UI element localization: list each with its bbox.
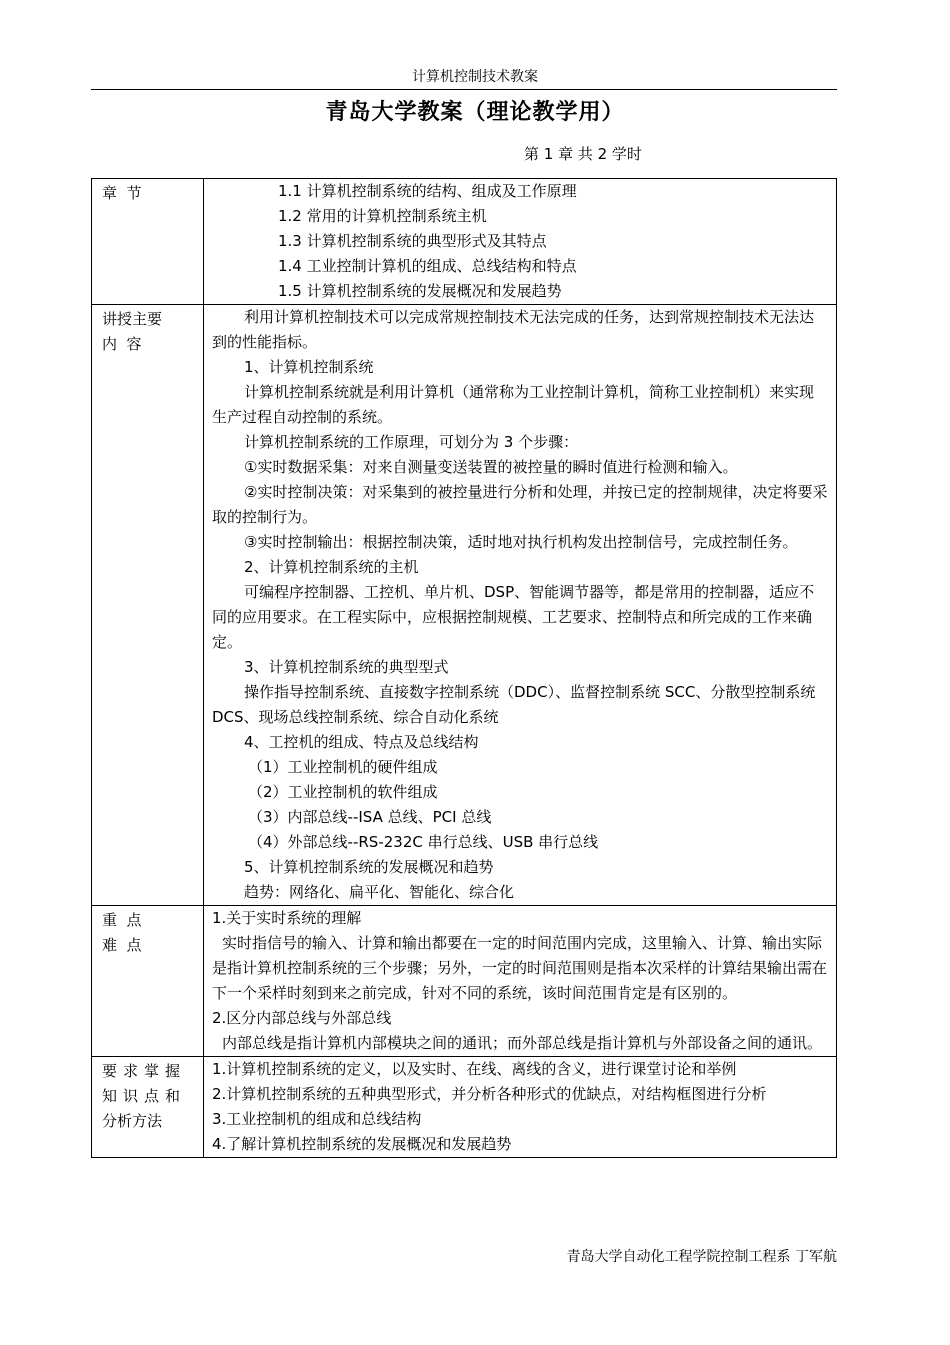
chapter-item: 1.4 工业控制计算机的组成、总线结构和特点: [278, 257, 577, 275]
lecture-heading-2: 2、计算机控制系统的主机: [244, 558, 419, 576]
label-lecture: [92, 305, 204, 906]
row-lecture: [92, 305, 837, 906]
label-req-line1: 要求掌握: [102, 1062, 187, 1080]
footer-author: 青岛大学自动化工程学院控制工程系 丁军航: [566, 1249, 837, 1265]
label-key-line2: 难 点: [102, 936, 142, 954]
requirements-content: [204, 1057, 837, 1158]
label-req-line3: 分析方法: [102, 1112, 163, 1130]
label-lecture-line1: 讲授主要: [102, 310, 163, 328]
label-key-line1: 重 点: [102, 911, 142, 929]
lecture-content: [204, 305, 837, 906]
key-point-text: 内部总线是指计算机内部模块之间的通讯；而外部总线是指计算机与外部设备之间的通讯。: [222, 1034, 823, 1052]
row-key-points: [92, 906, 837, 1057]
requirement-item: 3.工业控制机的组成和总线结构: [212, 1110, 422, 1128]
lecture-list-item: （2）工业控制机的软件组成: [248, 783, 438, 801]
lecture-paragraph: 计算机控制系统就是利用计算机（通常称为工业控制计算机，简称工业控制机）来实现生产过程自动控制的系统。: [212, 383, 815, 426]
lecture-paragraph: 可编程序控制器、工控机、单片机、DSP、智能调节器等，都是常用的控制器，适应不同的应用要求。在工程实际中，应根据控制规模、工艺要求、控制特点和所完成的工作来确定。: [212, 583, 815, 651]
lecture-intro: 利用计算机控制技术可以完成常规控制技术无法完成的任务，达到常规控制技术无法达到的性能指标。: [212, 308, 815, 351]
key-point-text: 实时指信号的输入、计算和输出都要在一定的时间范围内完成，这里输入、计算、输出实际是指计算机控制系统的三个步骤；另外，一定的时间范围则是指本次采样的计算结果输出需在下一个采样时刻到来之前完成，针对不同的系统，该时间范围肯定是有区别的。: [212, 934, 828, 1002]
label-chapter: [92, 179, 204, 305]
row-chapter: [92, 179, 837, 305]
page-title: 青岛大学教案（理论教学用）: [325, 100, 625, 125]
lecture-heading-1: 1、计算机控制系统: [244, 358, 374, 376]
lesson-plan-table: [91, 178, 837, 1158]
lecture-paragraph: 计算机控制系统的工作原理，可划分为 3 个步骤：: [244, 433, 579, 451]
requirement-item: 2.计算机控制系统的五种典型形式，并分析各种形式的优缺点，对结构框图进行分析: [212, 1085, 767, 1103]
label-lecture-line2: 内 容: [102, 335, 142, 353]
lecture-step-2: ②实时控制决策：对采集到的被控量进行分析和处理，并按已定的控制规律，决定将要采取的控制行为。: [212, 483, 828, 526]
key-points-content: [204, 906, 837, 1057]
row-requirements: [92, 1057, 837, 1158]
label-req-line2: 知识点和: [102, 1087, 187, 1105]
key-point-title: 1.关于实时系统的理解: [212, 909, 362, 927]
lecture-heading-4: 4、工控机的组成、特点及总线结构: [244, 733, 479, 751]
lecture-list-item: （1）工业控制机的硬件组成: [248, 758, 438, 776]
lecture-step-3: ③实时控制输出：根据控制决策，适时地对执行机构发出控制信号，完成控制任务。: [244, 533, 798, 551]
lecture-paragraph: 趋势：网络化、扁平化、智能化、综合化: [244, 883, 515, 901]
running-header: 计算机控制技术教案: [412, 69, 538, 85]
lecture-paragraph: 操作指导控制系统、直接数字控制系统（DDC）、监督控制系统 SCC、分散型控制系统 DCS、现场总线控制系统、综合自动化系统: [212, 683, 816, 726]
label-requirements: [92, 1057, 204, 1158]
chapter-hours: 第 1 章 共 2 学时: [524, 145, 642, 163]
chapter-item: 1.3 计算机控制系统的典型形式及其特点: [278, 232, 547, 250]
requirement-item: 1.计算机控制系统的定义，以及实时、在线、离线的含义，进行课堂讨论和举例: [212, 1060, 737, 1078]
key-point-title: 2.区分内部总线与外部总线: [212, 1009, 392, 1027]
label-key-points: [92, 906, 204, 1057]
lecture-list-item: （4）外部总线--RS-232C 串行总线、USB 串行总线: [248, 833, 599, 851]
lecture-step-1: ①实时数据采集：对来自测量变送装置的被控量的瞬时值进行检测和输入。: [244, 458, 738, 476]
lecture-list-item: （3）内部总线--ISA 总线、PCI 总线: [248, 808, 492, 826]
requirement-item: 4.了解计算机控制系统的发展概况和发展趋势: [212, 1135, 512, 1153]
header-divider: [91, 89, 837, 90]
lecture-heading-5: 5、计算机控制系统的发展概况和趋势: [244, 858, 494, 876]
chapter-item: 1.2 常用的计算机控制系统主机: [278, 207, 487, 225]
label-chapter-text: 章 节: [102, 184, 142, 202]
chapter-item: 1.5 计算机控制系统的发展概况和发展趋势: [278, 282, 562, 300]
chapter-list: [204, 179, 837, 305]
lecture-heading-3: 3、计算机控制系统的典型型式: [244, 658, 449, 676]
chapter-item: 1.1 计算机控制系统的结构、组成及工作原理: [278, 182, 577, 200]
